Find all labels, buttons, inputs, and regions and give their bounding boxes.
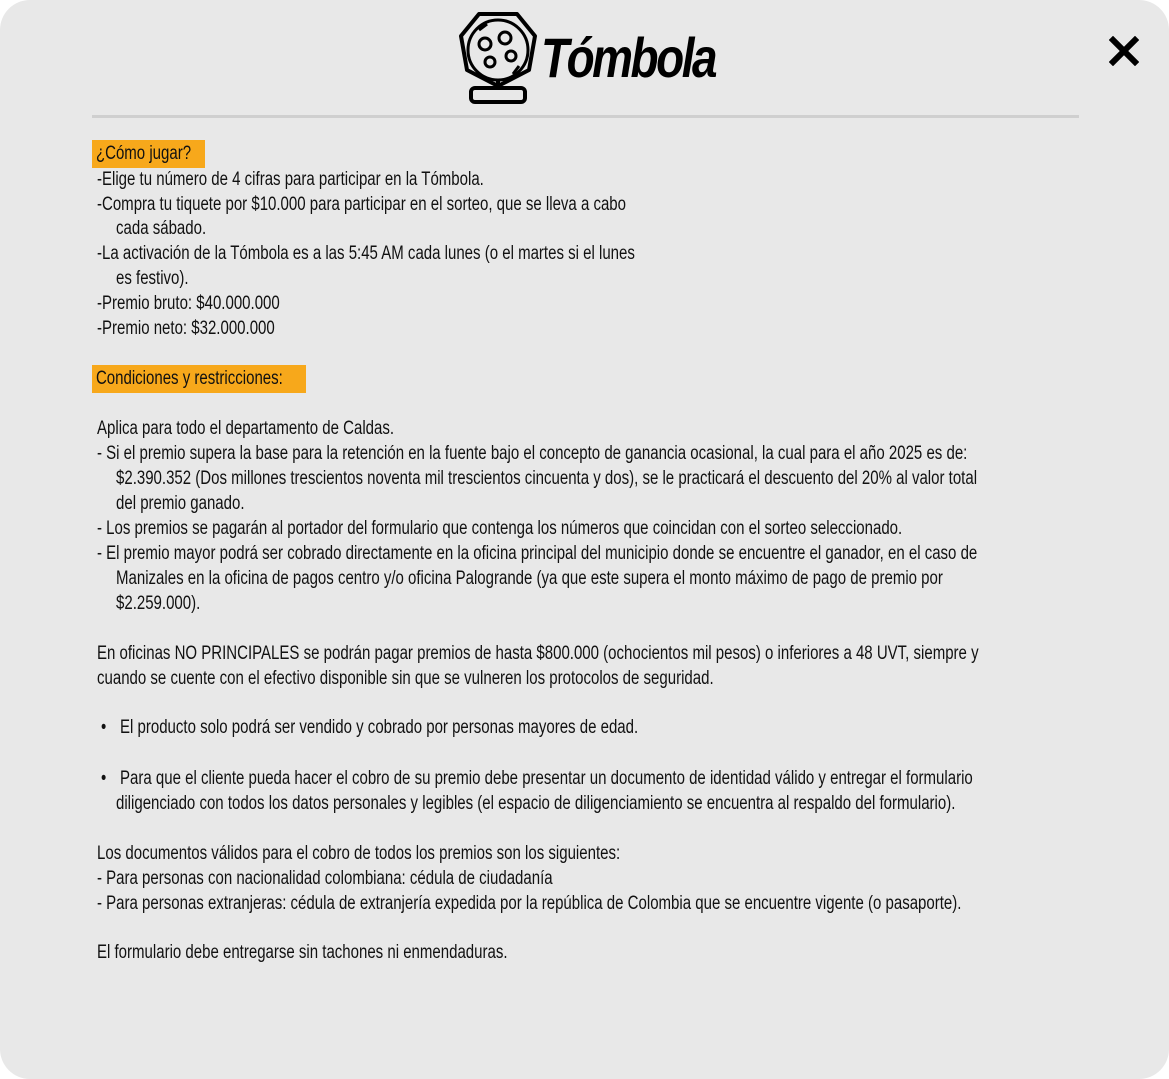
- rules-line: -Premio neto: $32.000.000: [97, 318, 275, 339]
- closing-text: El formulario debe entregarse sin tachones ni enmendaduras.: [97, 942, 508, 963]
- bullet-icon: •: [101, 768, 107, 789]
- bullet-icon: •: [101, 717, 107, 738]
- modal-header: [0, 0, 1169, 118]
- condition-item: del premio ganado.: [116, 493, 245, 514]
- bullet-item: Para que el cliente pueda hacer el cobro de su premio debe presentar un documento de identidad válido y entregar el formulario: [120, 768, 973, 789]
- condition-item: $2.390.352 (Dos millones trescientos noventa mil trescientos cincuenta y dos), se le practicará el descuento del 20% al valor total: [116, 468, 978, 489]
- rules-line: es festivo).: [116, 268, 189, 289]
- offices-text: cuando se cuente con el efectivo disponible sin que se vulneren los protocolos de seguridad.: [97, 668, 714, 689]
- rules-line: -Compra tu tiquete por $10.000 para participar en el sorteo, que se lleva a cabo: [97, 194, 627, 215]
- rules-line: -La activación de la Tómbola es a las 5:45 AM cada lunes (o el martes si el lunes: [97, 243, 635, 264]
- bullet-item: El producto solo podrá ser vendido y cobrado por personas mayores de edad.: [120, 717, 639, 738]
- conditions-intro: Aplica para todo el departamento de Caldas.: [97, 418, 395, 439]
- rules-line: -Premio bruto: $40.000.000: [97, 293, 280, 314]
- rules-line: -Elige tu número de 4 cifras para participar en la Tómbola.: [97, 169, 484, 190]
- header-divider: [92, 115, 1079, 118]
- lottery-drum-icon: [457, 8, 539, 108]
- condition-item: - Los premios se pagarán al portador del formulario que contenga los números que coincidan con el sorteo seleccionado.: [97, 518, 903, 539]
- rules-line: cada sábado.: [116, 218, 207, 239]
- offices-text: En oficinas NO PRINCIPALES se podrán pagar premios de hasta $800.000 (ochocientos mil pesos) o inferiores a 48 UVT, siempre y: [97, 643, 979, 664]
- bullet-item: diligenciado con todos los datos personales y legibles (el espacio de diligenciamiento se encuentra al respaldo del formulario).: [116, 793, 956, 814]
- documents-text: - Para personas con nacionalidad colombiana: cédula de ciudadanía: [97, 868, 553, 889]
- page-title: Tómbola: [541, 26, 716, 89]
- how-to-play-heading: ¿Cómo jugar?: [92, 140, 205, 168]
- logo: [457, 8, 753, 108]
- close-icon[interactable]: [1109, 36, 1139, 66]
- conditions-heading: Condiciones y restricciones:: [92, 365, 306, 393]
- documents-text: Los documentos válidos para el cobro de todos los premios son los siguientes:: [97, 843, 621, 864]
- condition-item: $2.259.000).: [116, 593, 201, 614]
- condition-item: Manizales en la oficina de pagos centro y/o oficina Palogrande (ya que este supera el monto máximo de pago de premio por: [116, 568, 943, 589]
- condition-item: - Si el premio supera la base para la retención en la fuente bajo el concepto de ganancia ocasional, la cual para el año 2025 es de:: [97, 443, 968, 464]
- documents-text: - Para personas extranjeras: cédula de extranjería expedida por la república de Colombia que se encuentre vigente (o pasaporte).: [97, 893, 962, 914]
- condition-item: - El premio mayor podrá ser cobrado directamente en la oficina principal del municipio donde se encuentre el ganador, en el caso de: [97, 543, 978, 564]
